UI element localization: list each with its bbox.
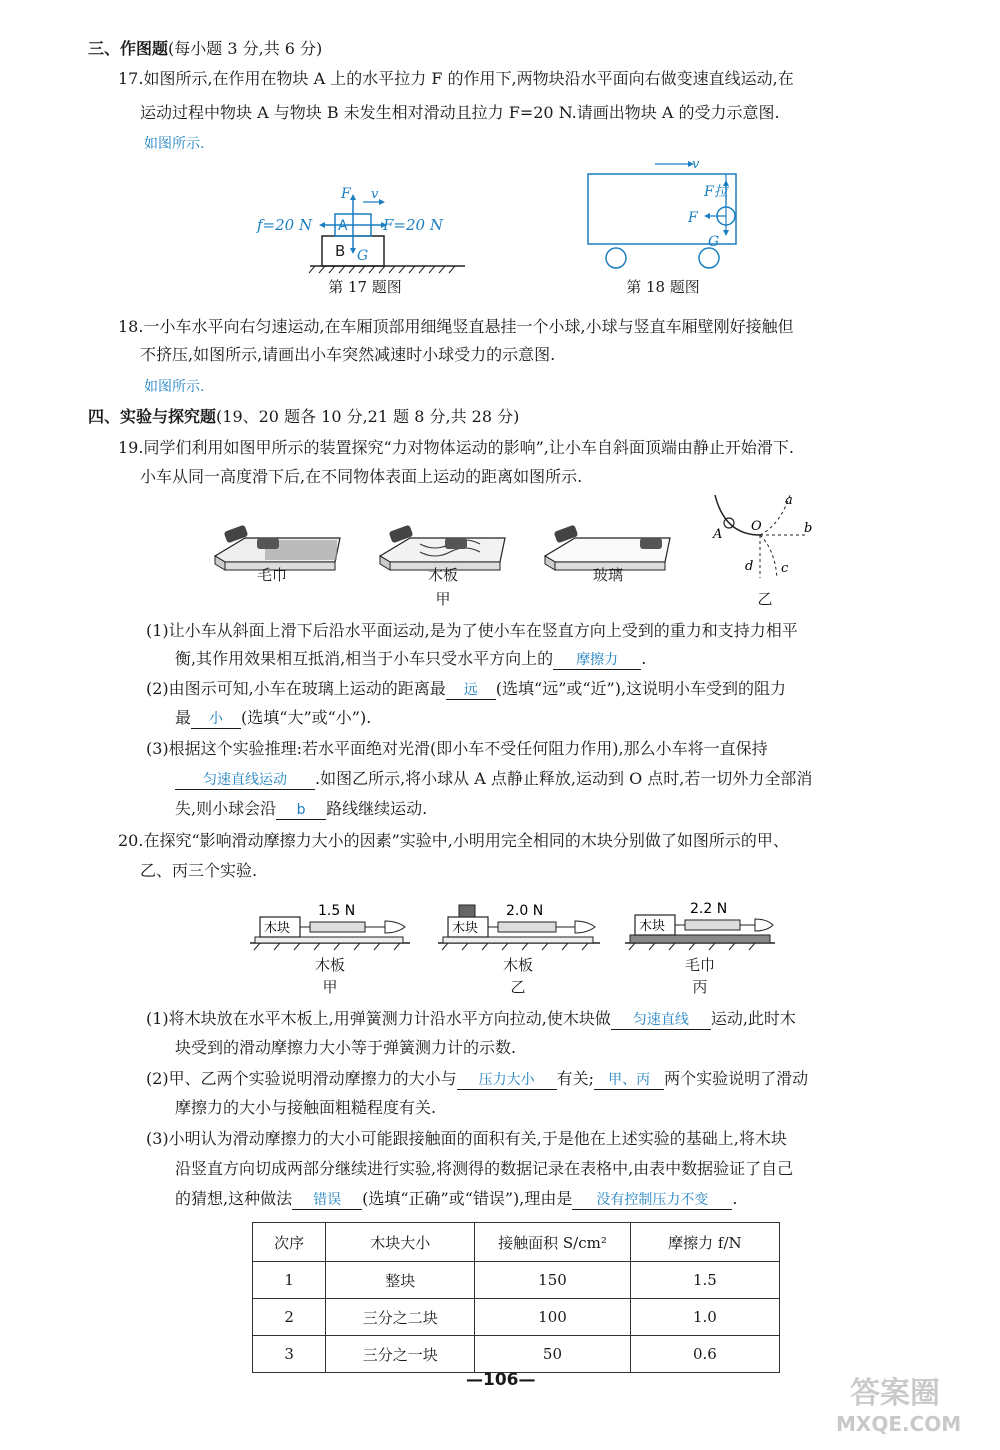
table-header: 木块大小 bbox=[326, 1223, 475, 1262]
fig19-label-board: 木板 bbox=[427, 566, 458, 584]
table-cell: 三分之二块 bbox=[326, 1299, 475, 1336]
table-cell: 50 bbox=[475, 1336, 631, 1373]
q17-answer-note: 如图所示. bbox=[144, 136, 205, 152]
table-cell: 整块 bbox=[326, 1262, 475, 1299]
figure-18-caption: 第 18 题图 bbox=[626, 278, 700, 296]
q20-p2-line2: 摩擦力的大小与接触面粗糙程度有关. bbox=[175, 1098, 437, 1117]
fig20-block-label-2: 木块 bbox=[452, 921, 479, 936]
fig17-label-a: A bbox=[338, 218, 348, 234]
fig19-label-O: O bbox=[751, 519, 762, 534]
q20-line2: 乙、丙三个实验. bbox=[140, 861, 258, 880]
q19-p3-line3: 失,则小球会沿 b 路线继续运动. bbox=[175, 799, 428, 818]
q18-answer-note: 如图所示. bbox=[144, 379, 205, 395]
fig18-label-v: v bbox=[692, 157, 700, 172]
fig20-reading-1: 1.5 N bbox=[318, 903, 356, 919]
table-cell: 2 bbox=[253, 1299, 326, 1336]
q19-p3-answer2: b bbox=[276, 801, 326, 820]
q19-p1-line1: (1)让小车从斜面上滑下后沿水平面运动,是为了使小车在竖直方向上受到的重力和支持力相平 bbox=[146, 621, 798, 640]
table-cell: 100 bbox=[475, 1299, 631, 1336]
fig17-label-F: F=20 N bbox=[383, 216, 443, 234]
fig20-title-yi: 乙 bbox=[510, 978, 526, 996]
fig18-label-g: G bbox=[708, 234, 720, 250]
q20-p2-answer2: 甲、丙 bbox=[594, 1071, 664, 1090]
fig19-label-yi: 乙 bbox=[757, 590, 773, 608]
section3-heading bbox=[88, 38, 322, 60]
fig20-reading-2: 2.0 N bbox=[506, 903, 544, 919]
fig18-wheel-right bbox=[699, 248, 719, 268]
watermark-top: 答案圈 bbox=[850, 1376, 940, 1411]
section4-heading bbox=[88, 406, 519, 428]
section4-note: (19、20 题各 10 分,21 题 8 分,共 28 分) bbox=[216, 407, 520, 426]
q19-line2: 小车从同一高度滑下后,在不同物体表面上运动的距离如图所示. bbox=[140, 467, 583, 486]
table-cell: 150 bbox=[475, 1262, 631, 1299]
q20-p2-line1: (2)甲、乙两个实验说明滑动摩擦力的大小与 压力大小 有关; 甲、丙 两个实验说明了滑动 bbox=[146, 1069, 809, 1088]
fig20-hatching bbox=[254, 943, 755, 950]
fig20-surface-1: 木板 bbox=[314, 956, 345, 974]
page-number: —106— bbox=[466, 1370, 536, 1390]
fig20-block-label-1: 木块 bbox=[264, 921, 291, 936]
fig19-label-b: b bbox=[804, 521, 813, 536]
q19-p3-answer1: 匀速直线运动 bbox=[175, 771, 315, 790]
q20-p3-line2: 沿竖直方向切成两部分继续进行实验,将测得的数据记录在表格中,由表中数据验证了自己 bbox=[175, 1159, 794, 1178]
fig17-label-b: B bbox=[335, 242, 346, 260]
q19-p1-answer: 摩擦力 bbox=[553, 651, 641, 670]
fig19-label-d: d bbox=[745, 559, 754, 574]
fig19-label-A: A bbox=[713, 527, 723, 542]
table-header: 摩擦力 f/N bbox=[630, 1223, 779, 1262]
q20-line1: 20.在探究“影响滑动摩擦力大小的因素”实验中,小明用完全相同的木块分别做了如图所示的甲、 bbox=[118, 831, 789, 850]
figure-20-experiments bbox=[250, 895, 780, 960]
figure-17-caption: 第 17 题图 bbox=[328, 278, 402, 296]
q20-p3-line1: (3)小明认为滑动摩擦力的大小可能跟接触面的面积有关,于是他在上述实验的基础上,将木块 bbox=[146, 1129, 787, 1148]
fig19-label-towel: 毛巾 bbox=[256, 566, 287, 584]
section4-title: 四、实验与探究题 bbox=[88, 407, 217, 426]
q20-p1-line2: 块受到的滑动摩擦力大小等于弹簧测力计的示数. bbox=[175, 1038, 517, 1057]
q20-p1-line1: (1)将木块放在水平木板上,用弹簧测力计沿水平方向拉动,使木块做 匀速直线 运动,此时木 bbox=[146, 1009, 796, 1028]
table-header-row bbox=[253, 1223, 780, 1262]
fig19-label-c: c bbox=[781, 561, 789, 576]
q20-p1-answer: 匀速直线 bbox=[611, 1011, 711, 1030]
q19-p1-line2: 衡,其作用效果相互抵消,相当于小车只受水平方向上的 摩擦力 . bbox=[175, 649, 647, 668]
fig17-ground-hatch bbox=[309, 266, 455, 273]
q17-line2: 运动过程中物块 A 与物块 B 未发生相对滑动且拉力 F=20 N.请画出物块 A 的受力示意图. bbox=[140, 103, 780, 122]
fig20-surface-3: 毛巾 bbox=[684, 956, 715, 974]
q19-p2-answer1: 远 bbox=[446, 681, 496, 700]
figure-17-diagram bbox=[255, 180, 470, 275]
table-cell: 1.5 bbox=[630, 1262, 779, 1299]
fig19-label-glass: 玻璃 bbox=[592, 566, 623, 584]
fig18-label-side: F bbox=[688, 210, 698, 226]
q19-p2-answer2: 小 bbox=[191, 710, 241, 729]
q20-p2-answer1: 压力大小 bbox=[457, 1071, 557, 1090]
watermark-bottom: MXQE.COM bbox=[836, 1412, 962, 1436]
q19-p2-line1: (2)由图示可知,小车在玻璃上运动的距离最 远 (选填“远”或“近”),这说明小车受到的阻力 bbox=[146, 679, 787, 698]
fig20-setup-bing bbox=[625, 901, 775, 943]
fig20-reading-3: 2.2 N bbox=[690, 901, 728, 917]
table-row bbox=[253, 1336, 780, 1373]
fig19-label-jia: 甲 bbox=[435, 590, 451, 608]
q20-p3-line3: 的猜想,这种做法 错误 (选填“正确”或“错误”),理由是 没有控制压力不变 . bbox=[175, 1189, 738, 1208]
q19-line1: 19.同学们利用如图甲所示的装置探究“力对物体运动的影响”,让小车自斜面顶端由静止开始滑下. bbox=[118, 438, 794, 457]
table-header: 次序 bbox=[253, 1223, 326, 1262]
fig19-path-c bbox=[760, 535, 777, 578]
section3-title: 三、作图题 bbox=[88, 39, 169, 58]
table-cell: 3 bbox=[253, 1336, 326, 1373]
fig17-label-v: v bbox=[371, 187, 379, 202]
table-cell: 1.0 bbox=[630, 1299, 779, 1336]
fig18-wheel-left bbox=[606, 248, 626, 268]
fig20-surface-2: 木板 bbox=[502, 956, 533, 974]
q17-line1: 17.如图所示,在作用在物块 A 上的水平拉力 F 的作用下,两物块沿水平面向右做变速直线运动,在 bbox=[118, 69, 794, 88]
q20-p3-answer2: 没有控制压力不变 bbox=[572, 1191, 732, 1210]
q19-p3-line2: 匀速直线运动 .如图乙所示,将小球从 A 点静止释放,运动到 O 点时,若一切外力全部消 bbox=[175, 768, 812, 790]
fig20-title-bing: 丙 bbox=[692, 978, 708, 996]
fig20-setup-jia bbox=[250, 903, 410, 943]
table-header: 接触面积 S/cm² bbox=[475, 1223, 631, 1262]
fig17-label-f: f=20 N bbox=[257, 216, 313, 234]
figure-18-diagram bbox=[580, 150, 750, 275]
figure-19-track bbox=[705, 490, 820, 585]
friction-data-table bbox=[252, 1222, 780, 1373]
q19-p2-line2: 最 小 (选填“大”或“小”). bbox=[175, 708, 372, 727]
table-row bbox=[253, 1262, 780, 1299]
fig17-label-g: G bbox=[357, 248, 369, 264]
q19-p3-line1: (3)根据这个实验推理:若水平面绝对光滑(即小车不受任何阻力作用),那么小车将一直保持 bbox=[146, 739, 768, 758]
fig20-block-label-3: 木块 bbox=[639, 919, 666, 934]
fig17-label-fn: F bbox=[341, 186, 351, 202]
section3-note: (每小题 3 分,共 6 分) bbox=[168, 39, 323, 58]
table-row bbox=[253, 1299, 780, 1336]
q18-line2: 不挤压,如图所示,请画出小车突然减速时小球受力的示意图. bbox=[140, 345, 556, 364]
table-cell: 1 bbox=[253, 1262, 326, 1299]
table-cell: 三分之一块 bbox=[326, 1336, 475, 1373]
fig20-setup-yi bbox=[438, 903, 600, 943]
q20-p3-answer1: 错误 bbox=[292, 1191, 362, 1210]
q18-line1: 18.一小车水平向右匀速运动,在车厢顶部用细绳竖直悬挂一个小球,小球与竖直车厢壁刚好接触但 bbox=[118, 317, 794, 336]
fig20-title-jia: 甲 bbox=[322, 978, 338, 996]
table-cell: 0.6 bbox=[630, 1336, 779, 1373]
fig18-label-pull: F拉 bbox=[704, 184, 728, 200]
fig19-label-a: a bbox=[785, 493, 793, 508]
